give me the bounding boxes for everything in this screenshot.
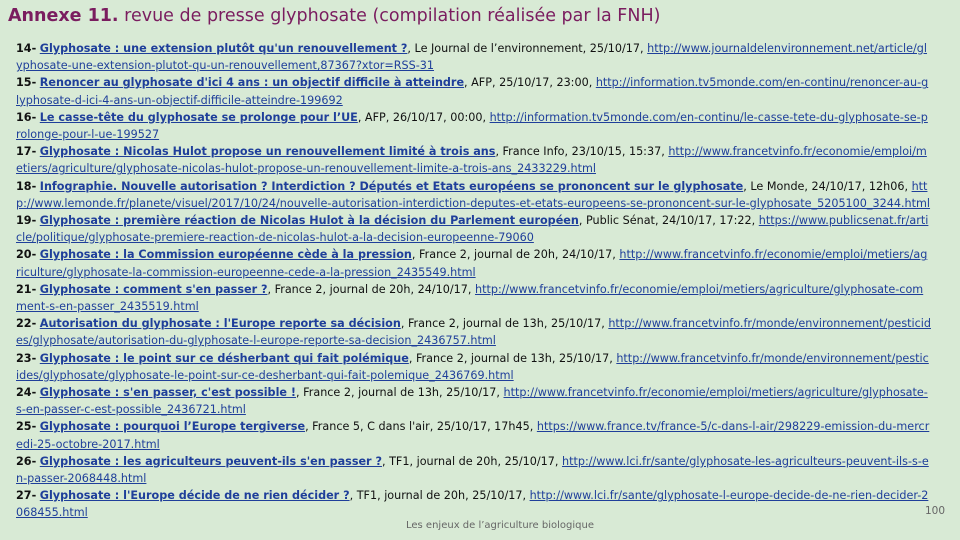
reference-source: , France 5, C dans l'air, 25/10/17, 17h45, (305, 420, 537, 434)
reference-number: 25- (16, 420, 37, 434)
page-title (8, 6, 660, 26)
reference-number: 17- (16, 145, 37, 159)
reference-item (16, 453, 931, 487)
reference-number: 16- (16, 110, 37, 124)
reference-item (16, 281, 931, 315)
reference-url-link[interactable]: https://www.publicsenat.fr/article/politique/glyphosate-premiere-reaction-de-nicolas-hulot-a-la-decision-europeenne-79060 (16, 214, 929, 245)
reference-number: 26- (16, 454, 37, 468)
reference-url-link[interactable]: http://www.lci.fr/sante/glyphosate-les-agriculteurs-peuvent-ils-s-en-passer-2068448.html (16, 454, 929, 486)
reference-source: , TF1, journal de 20h, 25/10/17, (349, 489, 530, 503)
reference-number: 21- (16, 282, 37, 296)
reference-url-link[interactable]: http://www.lci.fr/sante/glyphosate-l-europe-decide-de-ne-rien-decider-2068455.html (16, 489, 929, 520)
reference-source: , AFP, 26/10/17, 00:00, (357, 110, 490, 124)
reference-number: 14- (16, 42, 37, 55)
reference-title-link[interactable]: Glyphosate : la Commission européenne cède à la pression (39, 248, 412, 262)
reference-item (16, 246, 931, 280)
reference-source: , France 2, journal de 13h, 25/10/17, (400, 317, 609, 331)
reference-title-link[interactable]: Glyphosate : le point sur ce désherbant qui fait polémique (39, 351, 409, 365)
reference-url-link[interactable]: http://www.francetvinfo.fr/monde/environnement/pesticides/glyphosate/autorisation-du-glyphosate-l-europe-reporte-sa-decision_2436757.html (16, 317, 931, 348)
reference-title-link[interactable]: Glyphosate : l'Europe décide de ne rien décider ? (39, 489, 350, 503)
reference-source: , Public Sénat, 24/10/17, 17:22, (578, 214, 759, 228)
reference-source: , TF1, journal de 20h, 25/10/17, (381, 454, 562, 468)
reference-item (16, 487, 931, 521)
reference-title-link[interactable]: Glyphosate : pourquoi l’Europe tergiverse (39, 420, 306, 434)
reference-item (16, 109, 931, 143)
reference-item (16, 74, 931, 108)
reference-number: 19- (16, 214, 37, 228)
reference-number: 24- (16, 386, 37, 400)
reference-item (16, 350, 931, 384)
reference-title-link[interactable]: Glyphosate : une extension plutôt qu'un renouvellement ? (39, 42, 408, 55)
reference-item (16, 178, 931, 212)
reference-source: , AFP, 25/10/17, 23:00, (464, 76, 596, 90)
reference-number: 18- (16, 179, 37, 193)
reference-source: , France 2, journal de 20h, 24/10/17, (411, 248, 620, 262)
reference-source: , Le Journal de l’environnement, 25/10/17, (407, 42, 648, 55)
title-text: revue de presse glyphosate (compilation réalisée par la FNH) (118, 6, 661, 26)
reference-list (16, 40, 931, 522)
title-prefix: Annexe 11. (8, 6, 119, 26)
page-number: 100 (925, 505, 946, 517)
reference-item (16, 143, 931, 177)
reference-url-link[interactable]: http://www.francetvinfo.fr/economie/emploi/metiers/agriculture/glyphosate-nicolas-hulot-propose-un-renouvellement-limite-a-trois-ans_2433229.html (16, 145, 927, 176)
reference-number: 23- (16, 351, 37, 365)
reference-source: , France 2, journal de 20h, 24/10/17, (267, 282, 475, 296)
reference-url-link[interactable]: http://www.francetvinfo.fr/economie/emploi/metiers/agriculture/glyphosate-s-en-passer-c-est-possible_2436721.html (16, 386, 928, 417)
reference-url-link[interactable]: http://www.francetvinfo.fr/monde/environnement/pesticides/glyphosate/glyphosate-le-point-sur-ce-desherbant-qui-fait-polemique_2436769.html (16, 351, 929, 382)
reference-url-link[interactable]: http://www.francetvinfo.fr/economie/emploi/metiers/agriculture/glyphosate-la-commission-europeenne-cede-a-la-pression_2435549.html (16, 248, 928, 279)
reference-number: 20- (16, 248, 37, 262)
reference-number: 15- (16, 76, 37, 90)
reference-url-link[interactable]: http://www.lemonde.fr/planete/visuel/2017/10/24/nouvelle-autorisation-interdiction-deputes-et-etats-europeens-se-prononcent-sur-le-glyphosate_5205100_3244.html (16, 179, 931, 210)
reference-title-link[interactable]: Le casse-tête du glyphosate se prolonge pour l’UE (39, 110, 358, 124)
reference-title-link[interactable]: Glyphosate : première réaction de Nicolas Hulot à la décision du Parlement européen (39, 214, 579, 228)
reference-title-link[interactable]: Glyphosate : comment s'en passer ? (39, 282, 268, 296)
reference-url-link[interactable]: http://information.tv5monde.com/en-continu/le-casse-tete-du-glyphosate-se-prolonge-pour-l-ue-199527 (16, 110, 928, 142)
reference-number: 27- (16, 489, 37, 503)
reference-title-link[interactable]: Glyphosate : s'en passer, c'est possible ! (39, 386, 296, 400)
reference-title-link[interactable]: Glyphosate : Nicolas Hulot propose un renouvellement limité à trois ans (39, 145, 496, 159)
reference-item (16, 212, 931, 246)
reference-url-link[interactable]: http://www.journaldelenvironnement.net/article/glyphosate-une-extension-plutot-qu-un-renouvellement,87367?xtor=RSS-31 (16, 42, 927, 73)
reference-url-link[interactable]: http://information.tv5monde.com/en-continu/renoncer-au-glyphosate-d-ici-4-ans-un-objectif-difficile-atteindre-199692 (16, 76, 929, 107)
reference-source: , Le Monde, 24/10/17, 12h06, (743, 179, 912, 193)
reference-title-link[interactable]: Glyphosate : les agriculteurs peuvent-ils s'en passer ? (39, 454, 382, 468)
reference-source: , France 2, journal de 13h, 25/10/17, (408, 351, 617, 365)
reference-item (16, 384, 931, 418)
footer-text: Les enjeux de l’agriculture biologique (406, 520, 594, 531)
reference-title-link[interactable]: Infographie. Nouvelle autorisation ? Interdiction ? Députés et Etats européens se prononcent sur le glyphosate (39, 179, 744, 193)
reference-number: 22- (16, 317, 37, 331)
reference-source: , France Info, 23/10/15, 15:37, (495, 145, 669, 159)
reference-title-link[interactable]: Renoncer au glyphosate d'ici 4 ans : un objectif difficile à atteindre (39, 76, 465, 90)
reference-item (16, 418, 931, 452)
reference-source: , France 2, journal de 13h, 25/10/17, (296, 386, 504, 400)
reference-item (16, 315, 931, 349)
reference-title-link[interactable]: Autorisation du glyphosate : l'Europe reporte sa décision (39, 317, 401, 331)
reference-url-link[interactable]: https://www.france.tv/france-5/c-dans-l-air/298229-emission-du-mercredi-25-octobre-2017.html (16, 420, 930, 451)
reference-url-link[interactable]: http://www.francetvinfo.fr/economie/emploi/metiers/agriculture/glyphosate-comment-s-en-passer_2435519.html (16, 282, 924, 314)
reference-item (16, 40, 931, 74)
